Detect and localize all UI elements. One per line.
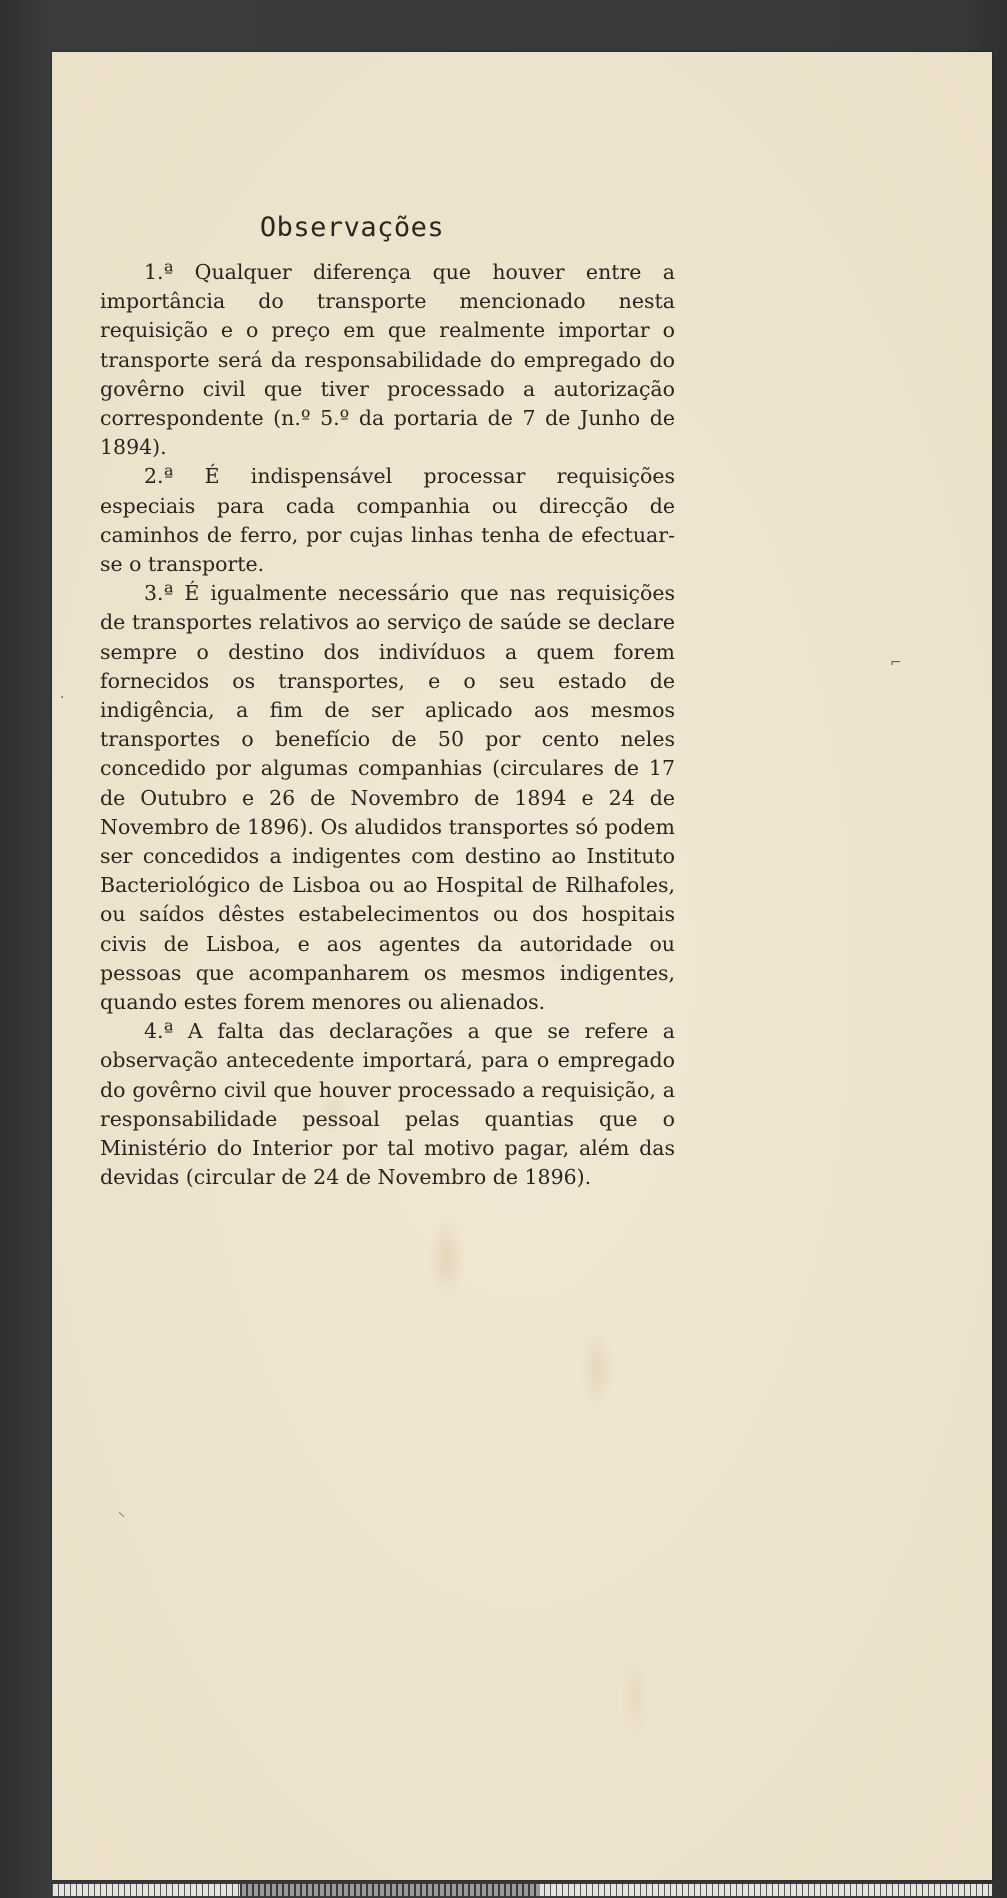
- observation-item: [100, 258, 675, 462]
- observation-number: 1.ª: [144, 260, 174, 284]
- page-title: Observações: [259, 212, 445, 243]
- observation-item: [100, 579, 675, 1017]
- observation-item: [100, 462, 675, 579]
- observation-number: 3.ª: [144, 581, 174, 606]
- pencil-mark: ⸜: [118, 1504, 125, 1520]
- scan-ruler-marks: [240, 1884, 540, 1896]
- observation-text: A falta das declarações a que se refere a observação antecedente importará, para o empregado do govêrno civil que houver processado a requisição, a responsabilidade pessoal pelas quantias que o Ministério do Interior por tal motivo pagar, além das devidas (circular de 24 de Novembro de 1896).: [100, 1019, 675, 1190]
- observation-text: Qualquer diferença que houver entre a importância do transporte mencionado nesta requisição e o preço em que realmente importar o transporte será da responsabilidade do empregado do govêrno civil que tiver processado a autorização correspondente (n.º 5.º da portaria de 7 de Junho de 1894).: [100, 260, 675, 460]
- observation-number: 4.ª: [144, 1019, 174, 1044]
- observations-list: [100, 258, 675, 1193]
- observation-text: É indispensável processar requisições especiais para cada companhia ou direcção de caminhos de ferro, por cujas linhas tenha de efectuar-se o transporte.: [100, 464, 675, 577]
- observation-text: É igualmente necessário que nas requisições de transportes relativos ao serviço de saúde se declare sempre o destino dos indivíduos a quem forem fornecidos os transportes, e o seu estado de indigência, a fim de ser aplicado aos mesmos transportes o benefício de 50 por cento neles concedido por algumas companhias (circulares de 17 de Outubro e 26 de Novembro de 1894 e 24 de Novembro de 1896). Os aludidos transportes só podem ser concedidos a indigentes com destino ao Instituto Bacteriológico de Lisboa ou ao Hospital de Rilhafoles, ou saídos dêstes estabelecimentos ou dos hospitais civis de Lisboa, e aos agentes da autoridade ou pessoas que acompanharem os mesmos indigentes, quando estes forem menores ou alienados.: [100, 581, 675, 1015]
- observation-item: [100, 1017, 675, 1192]
- observation-number: 2.ª: [144, 464, 174, 489]
- pencil-mark: ⌐: [890, 655, 902, 671]
- pencil-mark: ·: [60, 690, 65, 706]
